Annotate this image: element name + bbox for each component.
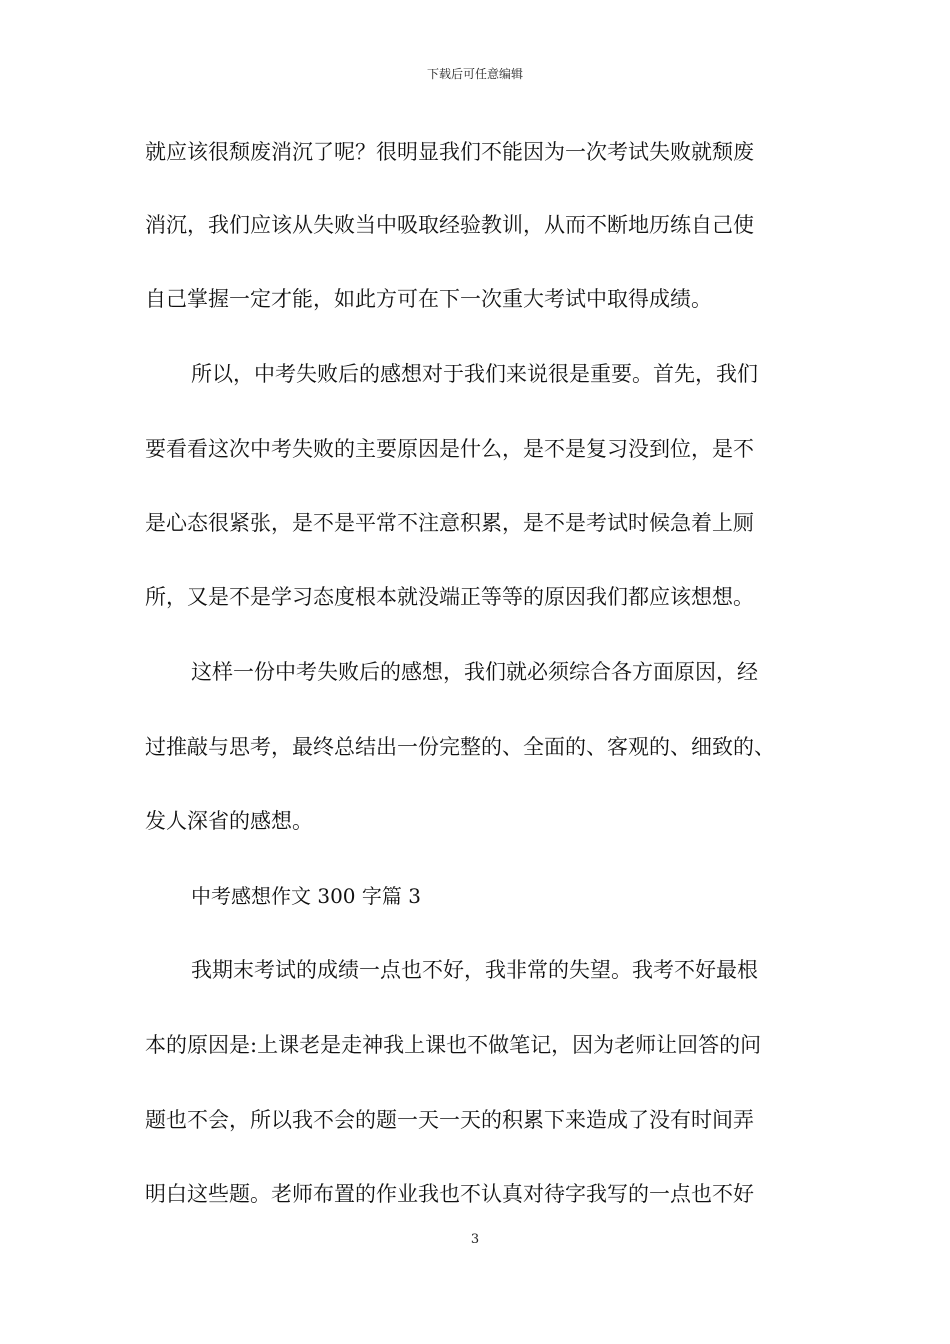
body-line: 就应该很颓废消沉了呢？很明显我们不能因为一次考试失败就颓废 [145, 140, 754, 164]
paragraph-start-line: 所以，中考失败后的感想对于我们来说很是重要。首先，我们 [191, 362, 758, 386]
body-line: 自己掌握一定才能，如此方可在下一次重大考试中取得成绩。 [145, 287, 712, 311]
body-line: 所，又是不是学习态度根本就没端正等等的原因我们都应该想想。 [145, 585, 754, 609]
section-heading: 中考感想作文 300 字篇 3 [191, 884, 421, 908]
body-line: 要看看这次中考失败的主要原因是什么，是不是复习没到位，是不 [145, 437, 754, 461]
paragraph-start-line: 这样一份中考失败后的感想，我们就必须综合各方面原因，经 [191, 660, 758, 684]
body-line: 是心态很紧张，是不是平常不注意积累，是不是考试时候急着上厕 [145, 511, 754, 535]
body-line: 过推敲与思考，最终总结出一份完整的、全面的、客观的、细致的、 [145, 735, 775, 759]
body-line: 消沉，我们应该从失败当中吸取经验教训，从而不断地历练自己使 [145, 213, 754, 237]
page-number: 3 [470, 1232, 480, 1247]
body-line: 本的原因是:上课老是走神我上课也不做笔记，因为老师让回答的问 [145, 1033, 762, 1057]
body-line: 明白这些题。老师布置的作业我也不认真对待字我写的一点也不好 [145, 1182, 754, 1206]
paragraph-start-line: 我期末考试的成绩一点也不好，我非常的失望。我考不好最根 [191, 958, 758, 982]
body-line: 题也不会，所以我不会的题一天一天的积累下来造成了没有时间弄 [145, 1108, 754, 1132]
page-header: 下载后可任意编辑 [426, 67, 523, 81]
body-line: 发人深省的感想。 [145, 809, 313, 833]
